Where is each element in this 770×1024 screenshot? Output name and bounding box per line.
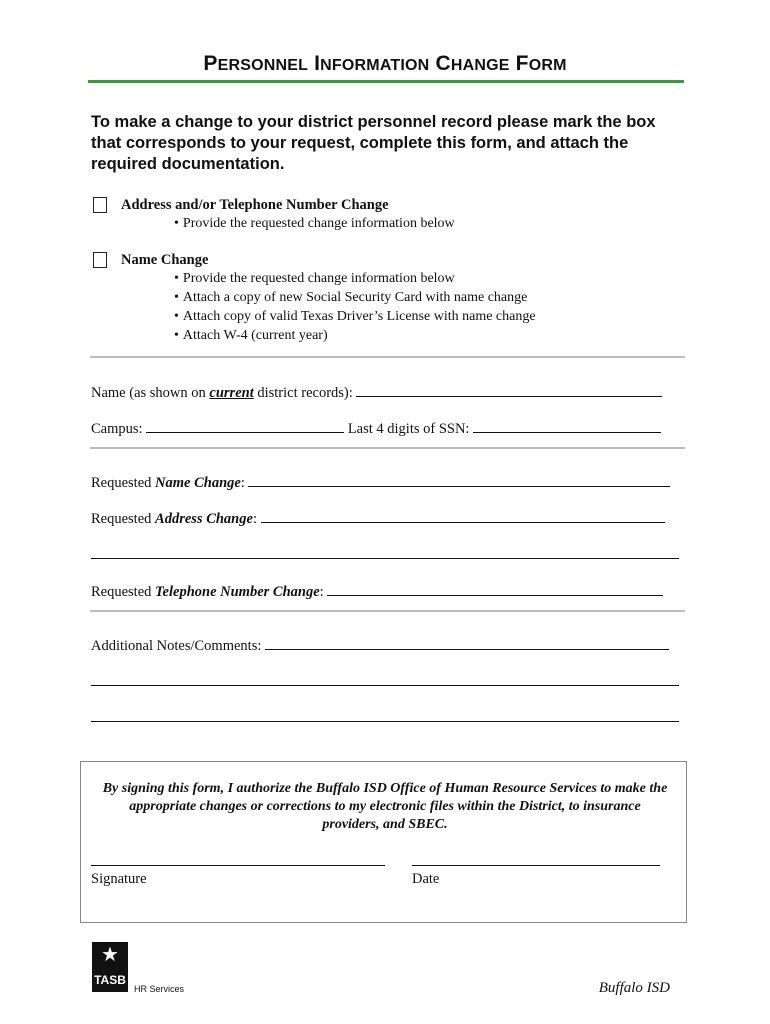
campus-input[interactable] <box>146 418 344 433</box>
notes-line-2[interactable] <box>91 685 679 686</box>
ssn-input[interactable] <box>473 418 661 433</box>
campus-label: Campus: <box>91 421 143 437</box>
signature-line[interactable] <box>91 865 385 866</box>
date-label: Date <box>412 871 440 887</box>
requested-address-input[interactable] <box>261 508 665 523</box>
hr-services-label: HR Services <box>134 984 185 994</box>
name-bullet-3: • Attach copy of valid Texas Driver’s License with name change <box>174 309 536 325</box>
current-name-input[interactable] <box>356 382 662 397</box>
name-change-label: Name Change <box>121 252 209 268</box>
form-title: PERSONNEL INFORMATION CHANGE FORM <box>203 52 567 75</box>
intro-text: To make a change to your district personnel record please mark the box that corresponds to your request, complete this form, and attach the required documentation. <box>91 113 656 173</box>
address-continuation-line[interactable] <box>91 558 679 559</box>
notes-input[interactable] <box>265 635 669 650</box>
authorization-text: By signing this form, I authorize the Buffalo ISD Office of Human Resource Services to make the appropriate changes or corrections to my electronic files within the District, to insurance providers, and SBEC. <box>102 781 668 832</box>
address-change-label: Address and/or Telephone Number Change <box>121 197 389 213</box>
address-change-checkbox[interactable] <box>93 197 107 213</box>
address-bullet-1: • Provide the requested change information below <box>174 216 455 232</box>
notes-line-3[interactable] <box>91 721 679 722</box>
title-divider <box>88 80 684 83</box>
requested-name-label: Requested Name Change: <box>91 475 245 491</box>
requested-phone-label: Requested Telephone Number Change: <box>91 584 324 600</box>
requested-phone-input[interactable] <box>327 581 663 596</box>
notes-label: Additional Notes/Comments: <box>91 638 262 654</box>
star-icon: ★ <box>101 944 119 966</box>
requested-name-input[interactable] <box>248 472 670 487</box>
section-divider <box>90 356 685 358</box>
section-divider <box>90 610 685 612</box>
footer-district: Buffalo ISD <box>598 980 670 996</box>
ssn-label: Last 4 digits of SSN: <box>347 421 470 437</box>
requested-phone-row <box>91 581 663 601</box>
campus-ssn-row <box>91 418 661 438</box>
notes-row <box>91 635 669 655</box>
requested-address-row <box>91 508 665 528</box>
current-name-label: Name (as shown on current district records): <box>91 385 353 401</box>
name-bullet-4: • Attach W-4 (current year) <box>174 328 328 344</box>
current-name-field <box>91 382 662 402</box>
date-line[interactable] <box>412 865 660 866</box>
name-bullet-1: • Provide the requested change information below <box>174 271 455 287</box>
name-change-checkbox[interactable] <box>93 252 107 268</box>
section-divider <box>90 447 685 449</box>
signature-label: Signature <box>91 871 147 887</box>
requested-name-row <box>91 472 670 492</box>
name-bullet-2: • Attach a copy of new Social Security Card with name change <box>174 290 527 306</box>
tasb-logo-text: TASB <box>94 973 126 987</box>
requested-address-label: Requested Address Change: <box>91 511 257 527</box>
